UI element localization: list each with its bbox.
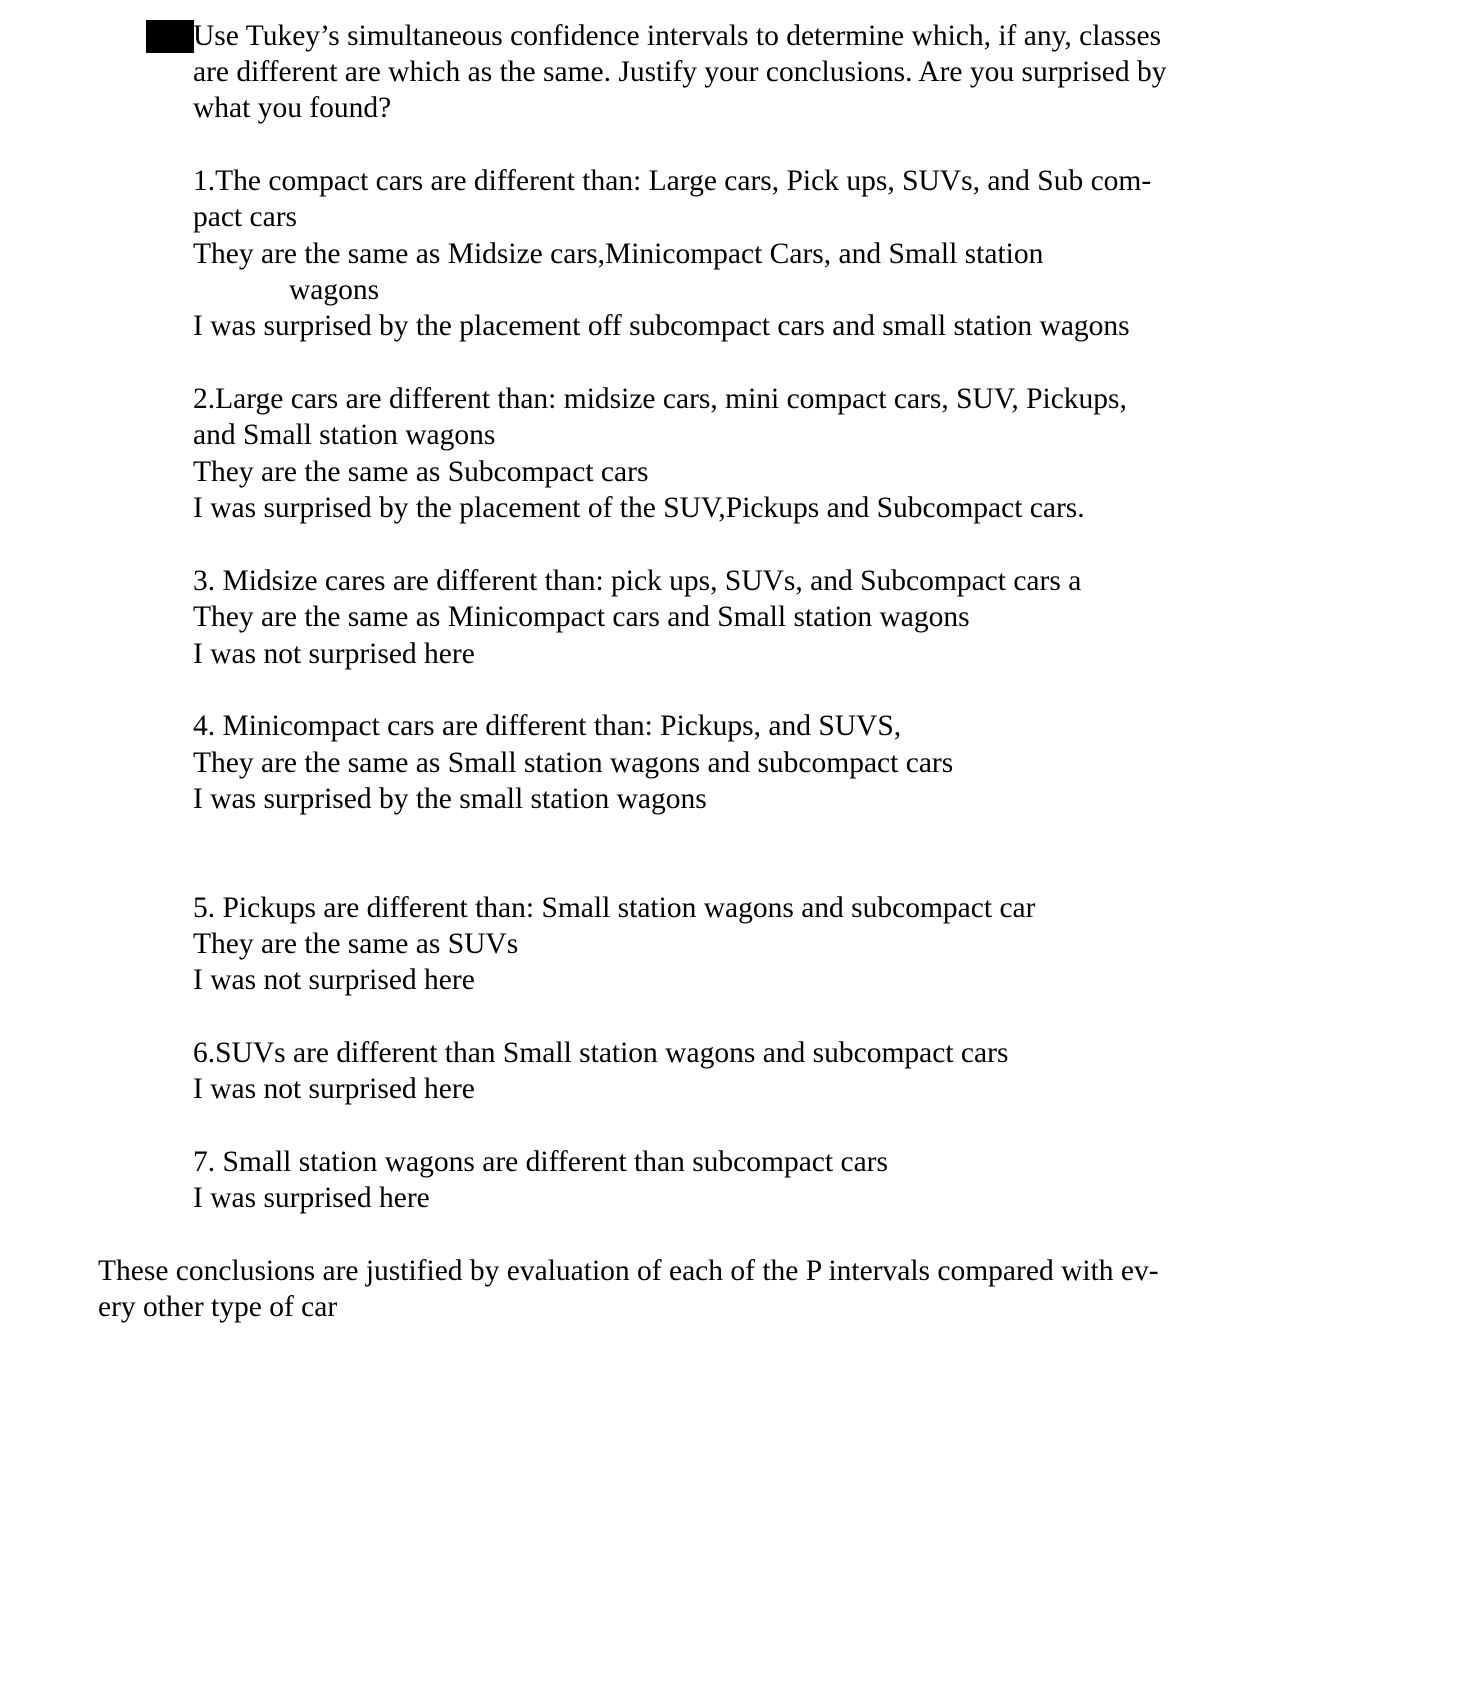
item-7-line-2: I was surprised here [193, 1182, 430, 1214]
item-4-line-2: They are the same as Small station wagons and subcompact cars [193, 747, 954, 779]
item-7-line-1: 7. Small station wagons are different than subcompact cars [193, 1146, 888, 1178]
item-1-line-1: 1.The compact cars are different than: Large cars, Pick ups, SUVs, and Sub com- [193, 165, 1152, 197]
item-6-line-2: I was not surprised here [193, 1073, 475, 1105]
item-3-line-1: 3. Midsize cares are different than: pick ups, SUVs, and Subcompact cars a [193, 565, 1082, 597]
question-line-2: are different are which as the same. Justify your conclusions. Are you surprised by [193, 56, 1167, 88]
conclusion-line-2: ery other type of car [98, 1291, 338, 1323]
item-2-line-4: I was surprised by the placement of the SUV,Pickups and Subcompact cars. [193, 492, 1085, 524]
item-2-line-2: and Small station wagons [193, 419, 496, 451]
item-1-line-4: wagons [289, 274, 380, 306]
item-5-line-2: They are the same as SUVs [193, 928, 519, 960]
item-1-line-2: pact cars [193, 201, 297, 233]
item-1-line-3: They are the same as Midsize cars,Minicompact Cars, and Small station [193, 238, 1044, 270]
item-3-line-2: They are the same as Minicompact cars and Small station wagons [193, 601, 970, 633]
redaction-box [146, 20, 194, 53]
item-5-line-3: I was not surprised here [193, 964, 475, 996]
question-line-1: Use Tukey’s simultaneous confidence intervals to determine which, if any, classes [193, 20, 1162, 52]
conclusion-line-1: These conclusions are justified by evaluation of each of the P intervals compared with ev- [98, 1255, 1159, 1287]
item-1-line-5: I was surprised by the placement off subcompact cars and small station wagons [193, 310, 1130, 342]
item-4-line-3: I was surprised by the small station wagons [193, 783, 707, 815]
question-line-3: what you found? [193, 92, 392, 124]
item-5-line-1: 5. Pickups are different than: Small station wagons and subcompact car [193, 892, 1036, 924]
item-4-line-1: 4. Minicompact cars are different than: Pickups, and SUVS, [193, 710, 902, 742]
item-2-line-1: 2.Large cars are different than: midsize cars, mini compact cars, SUV, Pickups, [193, 383, 1127, 415]
item-2-line-3: They are the same as Subcompact cars [193, 456, 649, 488]
item-6-line-1: 6.SUVs are different than Small station wagons and subcompact cars [193, 1037, 1009, 1069]
item-3-line-3: I was not surprised here [193, 638, 475, 670]
